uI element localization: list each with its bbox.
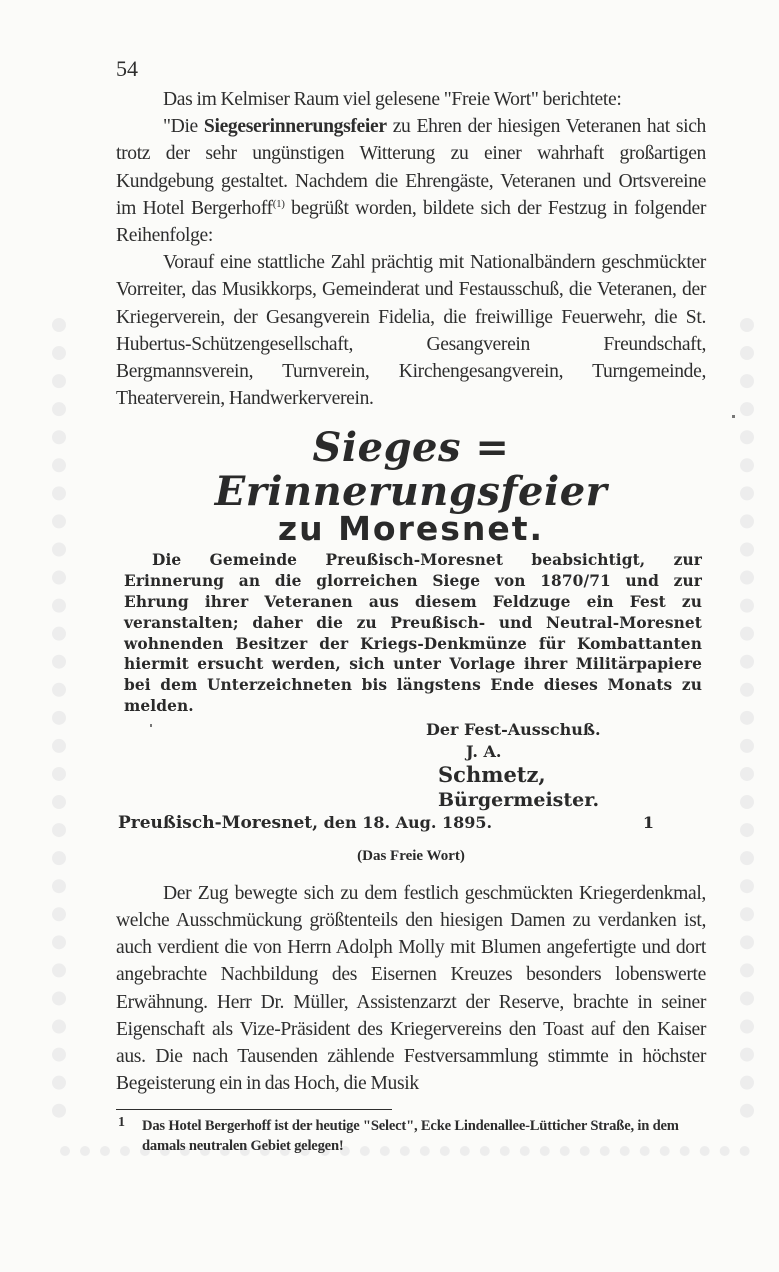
footnote-divider bbox=[116, 1109, 392, 1110]
footnote-text: Das Hotel Bergerhoff ist der heutige "Select", Ecke Lindenallee-Lütticher Straße, in dem damals neutralen Gebiet gelegen! bbox=[142, 1118, 679, 1155]
clipping-signature-ia: J. A. bbox=[466, 741, 502, 761]
clipping-title: Sieges = Erinnerungsfeier bbox=[214, 424, 608, 516]
footnote-number: 1 bbox=[118, 1115, 125, 1131]
footnote-reference[interactable]: (1) bbox=[272, 197, 285, 210]
book-page bbox=[116, 56, 706, 1156]
paragraph-procession: Vorauf eine stattliche Zahl prächtig mit Nationalbändern geschmückter Vorreiter, das Musikkorps, Gemeinderat und Festausschuß, die Veteranen, der Kriegerverein, der Gesangverein Fidelia, die freiwillige Feuerwehr, die St. Hubertus-Schützengesellschaft, Gesangverein Freundschaft, Bergmannsverein, Turnverein, Kirchengesangverein, Turngemeinde, Theaterverein, Handwerkerverein. bbox=[116, 252, 706, 410]
clipping-subtitle: zu Moresnet. bbox=[277, 509, 545, 549]
footnote bbox=[116, 1116, 706, 1156]
dateline-date: den 18. Aug. 1895. bbox=[323, 812, 493, 832]
clipping-source: (Das Freie Wort) bbox=[357, 847, 465, 864]
dateline-place: Preußisch-Moresnet, bbox=[118, 812, 319, 833]
scan-speck bbox=[732, 415, 735, 418]
clipping-dateline bbox=[118, 812, 654, 834]
clipping-body: Die Gemeinde Preußisch-Moresnet beabsichtigt, zur Erinnerung an die glorreichen Siege von 1870/71 und zur Ehrung ihrer Veteranen aus diesem Feldzuge ein Fest zu veranstalten; daher die zu Preußisch- und Neutral-Moresnet wohnenden Besitzer der Kriegs-Denkmünze für Kombattanten hiermit ersucht werden, sich unter Vorlage ihrer Militärpapiere bei dem Unterzeichneten bis längstens Ende dieses Monats zu melden. bbox=[124, 551, 702, 716]
paragraph-monument: Der Zug bewegte sich zu dem festlich geschmückten Kriegerdenkmal, welche Ausschmückung größtenteils den hiesigen Damen zu verdanken ist, auch verdient die von Herrn Adolph Molly mit Blumen angefertigte und dort angebrachte Nachbildung des Eisernen Kreuzes besonders lobenswerte Erwähnung. Herr Dr. Müller, Assistenzarzt der Reserve, brachte in seiner Eigenschaft als Vize-Präsident des Kriegervereins den Toast auf den Kaiser aus. Die nach Tausenden zählende Festversammlung stimmte in höchster Begeisterung ein in das Hoch, die Musik bbox=[116, 882, 706, 1095]
quote-text-a: zu Ehren der hiesigen Veteranen hat sich trotz der sehr ungünstigen Witterung zu einer wahrhaft großartigen Kundgebung gestaltet. Nachdem die Ehrengäste, Veteranen und Ortsvereine im Hotel Bergerhoff bbox=[116, 116, 706, 219]
bold-term: Siegeserinnerungsfeier bbox=[203, 116, 387, 138]
quote-text-b: begrüßt worden, bildete sich der Festzug in folgender Reihenfolge: bbox=[116, 197, 707, 247]
page-number: 54 bbox=[116, 56, 138, 81]
paragraph-intro: Das im Kelmiser Raum viel gelesene "Freie Wort" berichtete: bbox=[163, 89, 622, 110]
show-through-ornament-left bbox=[52, 318, 80, 1118]
newspaper-clipping bbox=[116, 426, 706, 865]
mayor-title: Bürgermeister. bbox=[438, 788, 600, 811]
dateline-number: 1 bbox=[642, 812, 654, 832]
clipping-signature-committee: Der Fest-Ausschuß. bbox=[426, 719, 601, 739]
show-through-ornament-right bbox=[740, 318, 768, 1118]
quote-prefix: "Die bbox=[163, 116, 204, 138]
dateline-place-date bbox=[118, 812, 492, 834]
mayor-name: Schmetz, bbox=[438, 761, 546, 787]
clipping-signature-mayor bbox=[438, 763, 706, 812]
paragraph-quote-start bbox=[116, 113, 706, 249]
scan-speck bbox=[150, 724, 152, 727]
